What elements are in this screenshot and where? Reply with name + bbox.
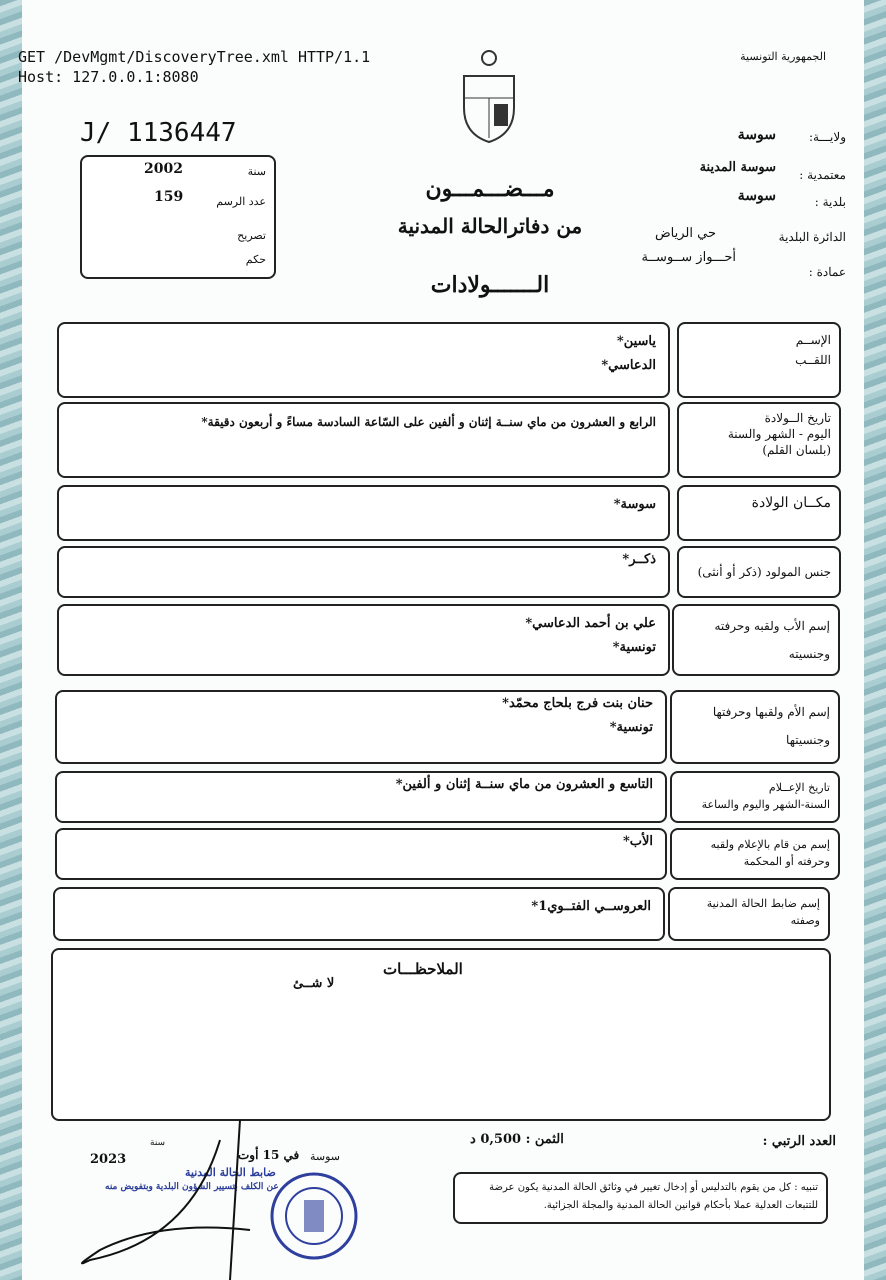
- signature-icon: [70, 1120, 260, 1280]
- daira-value: حي الرياض: [654, 226, 716, 241]
- serial-number: J/ 1136447: [80, 118, 237, 148]
- serial-label: العدد الرتبي :: [762, 1134, 836, 1149]
- wilaya-value: سوسة: [737, 127, 776, 143]
- father-name: علي بن أحمد الدعاسي*: [525, 616, 656, 631]
- republic-label: الجمهورية التونسية: [740, 50, 826, 63]
- record-box: [80, 155, 276, 279]
- sex-label-box: [677, 546, 841, 598]
- wilaya-label: ولايـــة:: [808, 130, 846, 144]
- year-label: سنة: [247, 165, 266, 178]
- officer-label-box: [668, 887, 830, 941]
- remarks-box: [51, 948, 831, 1121]
- mother-label: إسم الأم ولقبها وحرفتها: [712, 705, 830, 719]
- officer-name: العروســي الفتــوي1*: [531, 899, 651, 914]
- issue-year-label: سنة: [150, 1138, 166, 1148]
- surname-label: اللقــب: [795, 353, 831, 367]
- issue-year: 2023: [90, 1152, 127, 1167]
- number-value: 159: [154, 189, 184, 205]
- coat-of-arms-icon: [458, 48, 520, 144]
- father-nationality-label: وجنسيته: [788, 647, 830, 661]
- declarant-label-box: [670, 828, 840, 880]
- birth-date-label-box: [677, 402, 841, 478]
- baladiya-label: بلدية :: [814, 195, 846, 209]
- birth-date-label: تاريخ الــولادة: [764, 411, 831, 425]
- remarks-title: الملاحظـــات: [383, 960, 463, 978]
- officer-stamp-title: ضابط الحالة المدنية: [185, 1166, 276, 1179]
- declarant-value-box: [55, 828, 667, 880]
- father-nationality: تونسية*: [612, 640, 656, 655]
- declaration-date: التاسع و العشرون من ماي سنــة إثنان و ألفين*: [395, 777, 653, 792]
- baladiya-value: سوسة: [737, 188, 776, 204]
- birth-place-value-box: [57, 485, 670, 541]
- mother-name: حنان بنت فرج بلحاج محمّد*: [502, 696, 653, 711]
- name-value-box: [57, 322, 670, 398]
- title-registers: من دفاترالحالة المدنية: [397, 214, 583, 238]
- father-label-box: [672, 604, 840, 676]
- judgment-label: حكم: [245, 253, 266, 266]
- officer-value-box: [53, 887, 665, 941]
- issue-place: سوسة: [310, 1150, 341, 1163]
- declaration-date-label: تاريخ الإعــلام: [768, 781, 830, 794]
- father-value-box: [57, 604, 670, 676]
- mother-nationality-label: وجنسيتها: [786, 733, 830, 747]
- title-extract: مـــضـــمـــون: [425, 176, 555, 202]
- price: الثمن : 0,500 د: [470, 1132, 564, 1147]
- imada-value: أحـــواز ســوســة: [641, 250, 736, 265]
- declaration-date-label-box: [670, 771, 840, 823]
- declarant: الأب*: [622, 834, 653, 849]
- legal-notice: تنبيه : كل من يقوم بالتدليس أو إدخال تغيير في وثائق الحالة المدنية يكون عرضة للتتبعات العدلية عملا بأحكام قوانين الحالة المدنية والمجلة الجزائية.: [453, 1172, 828, 1224]
- birth-date: الرابع و العشرون من ماي سنــة إثنان و ألفين على السّاعة السادسة مساءً و أربعون دقيقة*: [201, 415, 656, 429]
- sex-value-box: [57, 546, 670, 598]
- issue-date: في 15 أوت: [238, 1148, 300, 1162]
- declarant-label: إسم من قام بالإعلام ولقبه: [710, 838, 830, 851]
- imada-label: عمادة :: [808, 265, 846, 279]
- official-stamp-icon: [268, 1170, 360, 1262]
- title-births: الـــــــولادات: [430, 272, 550, 298]
- decorative-border-right: [864, 0, 886, 1280]
- mutamadiya-value: سوسة المدينة: [699, 160, 776, 175]
- father-label: إسم الأب ولقبه وحرفته: [714, 619, 830, 633]
- sex: ذكــر*: [622, 552, 656, 567]
- number-label: عدد الرسم: [216, 195, 266, 208]
- declarant-sublabel: وحرفته أو المحكمة: [743, 855, 830, 868]
- year-value: 2002: [144, 161, 183, 177]
- http-line-1: GET /DevMgmt/DiscoveryTree.xml HTTP/1.1: [18, 48, 371, 66]
- officer-label: إسم ضابط الحالة المدنية: [706, 897, 820, 910]
- birth-date-sublabel: اليوم - الشهر والسنة: [727, 427, 831, 441]
- sex-label: جنس المولود (ذكر أو أنثى): [697, 565, 831, 579]
- birth-date-note: (بلسان القلم): [762, 443, 831, 457]
- birth-place: سوسة*: [613, 497, 656, 512]
- name-label: الإســم: [795, 333, 831, 347]
- officer-sublabel: وصفته: [790, 914, 820, 927]
- mother-label-box: [670, 690, 840, 764]
- mother-value-box: [55, 690, 667, 764]
- birth-place-label-box: [677, 485, 841, 541]
- declaration-label: تصريح: [237, 229, 266, 242]
- mutamadiya-label: معتمدية :: [799, 168, 846, 182]
- surname: الدعاسي*: [601, 358, 656, 373]
- mother-nationality: تونسية*: [609, 720, 653, 735]
- birth-place-label: مكــان الولادة: [751, 495, 831, 511]
- birth-date-value-box: [57, 402, 670, 478]
- daira-label: الدائرة البلدية: [778, 230, 846, 244]
- declaration-date-value-box: [55, 771, 667, 823]
- http-line-2: Host: 127.0.0.1:8080: [18, 68, 199, 86]
- decorative-border-left: [0, 0, 22, 1280]
- declaration-date-sublabel: السنة-الشهر واليوم والساعة: [701, 798, 830, 811]
- first-name: ياسين*: [616, 334, 656, 349]
- name-label-box: [677, 322, 841, 398]
- remarks-value: لا شــئ: [293, 976, 335, 991]
- officer-stamp-subtitle: عن الكلف بتسيير الشؤون البلدية وبتفويض منه: [105, 1182, 279, 1192]
